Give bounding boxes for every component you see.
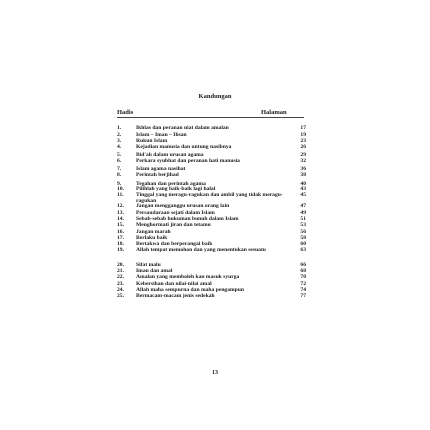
entry-title: Perkara syubhat dan peranan hati manusia (136, 158, 240, 164)
entry-title: Rukun Islam (136, 138, 168, 144)
entry-page: 49 (300, 210, 306, 216)
page-title: Kandungan (198, 93, 232, 100)
entry-number: 18. (117, 241, 124, 247)
entry-page: 70 (300, 274, 306, 280)
entry-title: Sifat malu (136, 262, 161, 268)
entry-number: 20. (117, 262, 124, 268)
entry-number: 8. (117, 172, 122, 178)
entry-number: 7. (117, 166, 122, 172)
contents-entry (0, 275, 430, 281)
entry-title: Sebab-sebab hukuman bunuh dalam Islam (136, 216, 239, 222)
entry-number: 13. (117, 210, 124, 216)
entry-number: 22. (117, 274, 124, 280)
entry-page: 29 (300, 152, 306, 158)
entry-page: 23 (300, 138, 306, 144)
entry-page: 19 (300, 132, 306, 138)
entry-title: Bid'ah dalam urusan agama (136, 152, 204, 158)
column-header-halaman: Halaman (261, 109, 287, 116)
entry-number: 15. (117, 222, 124, 228)
entry-number: 25. (117, 293, 124, 299)
entry-number: 5. (117, 152, 122, 158)
entry-page: 58 (300, 235, 306, 241)
contents-entry (0, 294, 430, 300)
contents-entry (0, 248, 430, 262)
entry-page: 17 (300, 125, 306, 131)
entry-number: 21. (117, 268, 124, 274)
entry-page: 45 (300, 192, 306, 198)
entry-number: 14. (117, 216, 124, 222)
entry-page: 51 (300, 216, 306, 222)
entry-page: 72 (300, 281, 306, 287)
entry-number: 3. (117, 138, 122, 144)
contents-entry (0, 159, 430, 166)
entry-title: Pilihlah yang baik-baik lagi halal (136, 186, 216, 192)
entry-page: 74 (300, 287, 306, 293)
contents-entry (0, 126, 430, 132)
entry-title: Menghormati jiran dan tetamu (136, 222, 211, 228)
entry-title: Islam – Iman – Ihsan (136, 132, 187, 138)
entry-number: 6. (117, 158, 122, 164)
entry-title: Tegahan dan perintah agama (136, 181, 206, 187)
entry-title: Tinggal yang meragu-ragukan dan ambil yang tidak meragu-ragukan (136, 192, 283, 204)
entry-page: 38 (300, 172, 306, 178)
entry-number: 9. (117, 181, 122, 187)
entry-number: 2. (117, 132, 122, 138)
entry-title: Berlaku baik (136, 235, 168, 241)
entry-title: Allah tempat memohon dan yang menentukan sesuatu (136, 247, 266, 253)
entry-title: Persaudaraan sejati dalam Islam (136, 210, 215, 216)
entry-page: 66 (300, 262, 306, 268)
contents-entry (0, 204, 430, 210)
entry-page: 77 (300, 293, 306, 299)
entry-page: 43 (300, 186, 306, 192)
header-divider (117, 117, 304, 118)
entry-title: Allah maha sempurna dan maha pengampun (136, 287, 245, 293)
entry-number: 4. (117, 144, 122, 150)
entry-page: 47 (300, 203, 306, 209)
entry-number: 16. (117, 229, 124, 235)
entry-title: Kebersihan dan nilai-nilai amal (136, 281, 212, 287)
entry-page: 40 (300, 181, 306, 187)
entry-page: 53 (300, 222, 306, 228)
entry-page: 68 (300, 268, 306, 274)
entry-number: 23. (117, 281, 124, 287)
entry-page: 63 (300, 247, 306, 253)
entry-number: 24. (117, 287, 124, 293)
entry-title: Perintah berjihad (136, 172, 179, 178)
entry-number: 12. (117, 203, 124, 209)
entry-title: Iman dan amal (136, 268, 173, 274)
entry-title: Kejadian manusia dan untung nasibnya (136, 144, 232, 150)
entry-page: 36 (300, 166, 306, 172)
column-header-hadis: Hadis (117, 109, 134, 116)
contents-entry (0, 145, 430, 152)
entry-title: Bertakwa dan berperangai baik (136, 241, 213, 247)
contents-entry (0, 173, 430, 181)
entry-page: 26 (300, 144, 306, 150)
entry-title: Bermacam-macam jenis sedekah (136, 293, 215, 299)
entry-number: 10. (117, 186, 124, 192)
entry-number: 1. (117, 125, 122, 131)
entry-title: Jangan marah (136, 229, 171, 235)
entry-title: Amalan yang memboleh kan masuk syurga (136, 274, 240, 280)
entry-title: Ikhlas dan peranan niat dalam amalan (136, 125, 229, 131)
entry-number: 19. (117, 247, 124, 253)
entry-title: Islam agama nasihat (136, 166, 186, 172)
entry-page: 56 (300, 229, 306, 235)
entry-number: 17. (117, 235, 124, 241)
entry-page: 32 (300, 158, 306, 164)
page-number: 13 (212, 370, 218, 376)
entry-page: 60 (300, 241, 306, 247)
contents-entry (0, 223, 430, 229)
entry-title: Jangan mengganggu urusan orang lain (136, 203, 230, 209)
entry-number: 11. (117, 192, 124, 198)
